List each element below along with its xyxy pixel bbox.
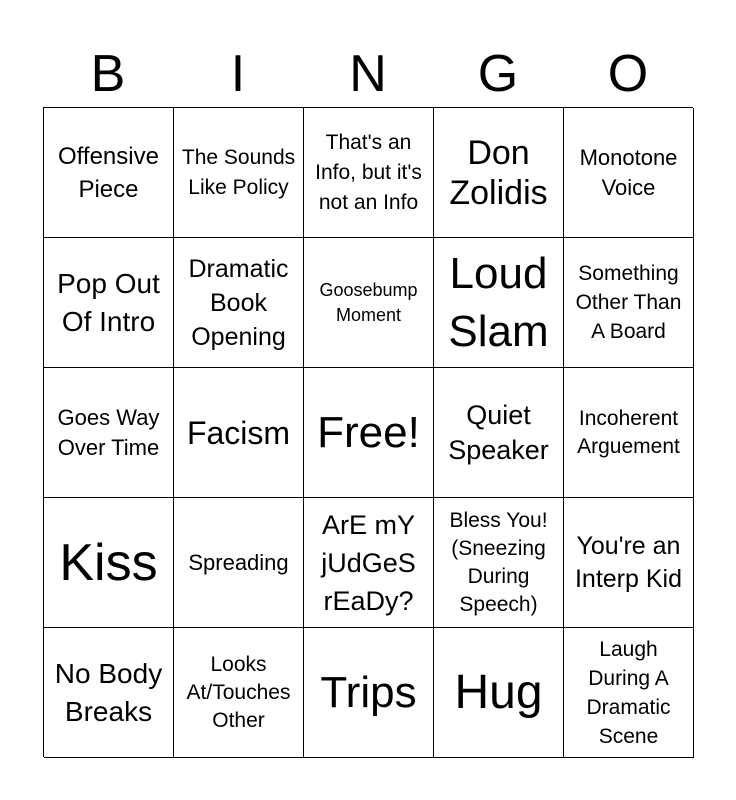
cell-text: You're an Interp Kid bbox=[574, 531, 682, 593]
header-letter-g: G bbox=[477, 45, 519, 103]
bingo-cell-r3c3[interactable] bbox=[304, 368, 434, 498]
bingo-cell-r3c2[interactable] bbox=[174, 368, 304, 498]
bingo-cell-r2c1[interactable] bbox=[44, 238, 174, 368]
cell-text: Incoherent Arguement bbox=[577, 406, 680, 458]
bingo-cell-r2c3[interactable] bbox=[304, 238, 434, 368]
bingo-cell-r5c5[interactable] bbox=[564, 628, 694, 758]
bingo-cell-r1c5[interactable] bbox=[564, 108, 694, 238]
cell-text: Offensive Piece bbox=[58, 142, 159, 203]
cell-text: Monotone Voice bbox=[579, 144, 678, 200]
bingo-cell-r1c2[interactable] bbox=[174, 108, 304, 238]
bingo-header bbox=[43, 40, 693, 108]
cell-text: Loud Slam bbox=[448, 248, 549, 356]
header-letter-n: N bbox=[349, 45, 387, 103]
header-letter-b: B bbox=[90, 45, 126, 103]
cell-text: The Sounds Like Policy bbox=[181, 145, 296, 199]
header-letter-i: I bbox=[230, 45, 246, 103]
cell-text: Laugh During A Dramatic Scene bbox=[586, 637, 671, 748]
header-letter-o: O bbox=[607, 45, 649, 103]
bingo-cell-r1c3[interactable] bbox=[304, 108, 434, 238]
bingo-cell-r3c4[interactable] bbox=[434, 368, 564, 498]
cell-text: Kiss bbox=[59, 533, 158, 592]
cell-text: Hug bbox=[454, 665, 543, 719]
cell-text: Free! bbox=[317, 407, 420, 457]
cell-text: Goes Way Over Time bbox=[57, 404, 160, 460]
bingo-cell-r2c5[interactable] bbox=[564, 238, 694, 368]
cell-text: Pop Out Of Intro bbox=[57, 267, 160, 337]
bingo-cell-r5c4[interactable] bbox=[434, 628, 564, 758]
cell-text: Quiet Speaker bbox=[448, 399, 549, 465]
cell-text: That's an Info, but it's not an Info bbox=[315, 130, 422, 214]
bingo-board bbox=[43, 107, 693, 757]
bingo-cell-r1c1[interactable] bbox=[44, 108, 174, 238]
cell-text: Bless You! (Sneezing During Speech) bbox=[449, 508, 548, 616]
cell-text: Spreading bbox=[188, 549, 289, 575]
cell-text: Something Other Than A Board bbox=[575, 262, 682, 343]
cell-text: Facism bbox=[186, 414, 291, 451]
bingo-cell-r4c5[interactable] bbox=[564, 498, 694, 628]
cell-text: Looks At/Touches Other bbox=[186, 652, 291, 732]
bingo-cell-r2c2[interactable] bbox=[174, 238, 304, 368]
bingo-cell-r4c1[interactable] bbox=[44, 498, 174, 628]
cell-text: Don Zolidis bbox=[449, 133, 548, 212]
bingo-cell-r4c2[interactable] bbox=[174, 498, 304, 628]
bingo-cell-r5c1[interactable] bbox=[44, 628, 174, 758]
bingo-cell-r4c3[interactable] bbox=[304, 498, 434, 628]
bingo-cell-r5c3[interactable] bbox=[304, 628, 434, 758]
cell-text: Goosebump Moment bbox=[319, 279, 418, 325]
cell-text: No Body Breaks bbox=[54, 657, 163, 727]
bingo-cell-r3c5[interactable] bbox=[564, 368, 694, 498]
bingo-cell-r3c1[interactable] bbox=[44, 368, 174, 498]
bingo-cell-r4c4[interactable] bbox=[434, 498, 564, 628]
bingo-cell-r1c4[interactable] bbox=[434, 108, 564, 238]
cell-text: Dramatic Book Opening bbox=[188, 254, 289, 351]
bingo-cell-r2c4[interactable] bbox=[434, 238, 564, 368]
bingo-cell-r5c2[interactable] bbox=[174, 628, 304, 758]
cell-text: Trips bbox=[320, 667, 417, 717]
cell-text: ArE mY jUdGeS rEaDy? bbox=[321, 509, 416, 616]
